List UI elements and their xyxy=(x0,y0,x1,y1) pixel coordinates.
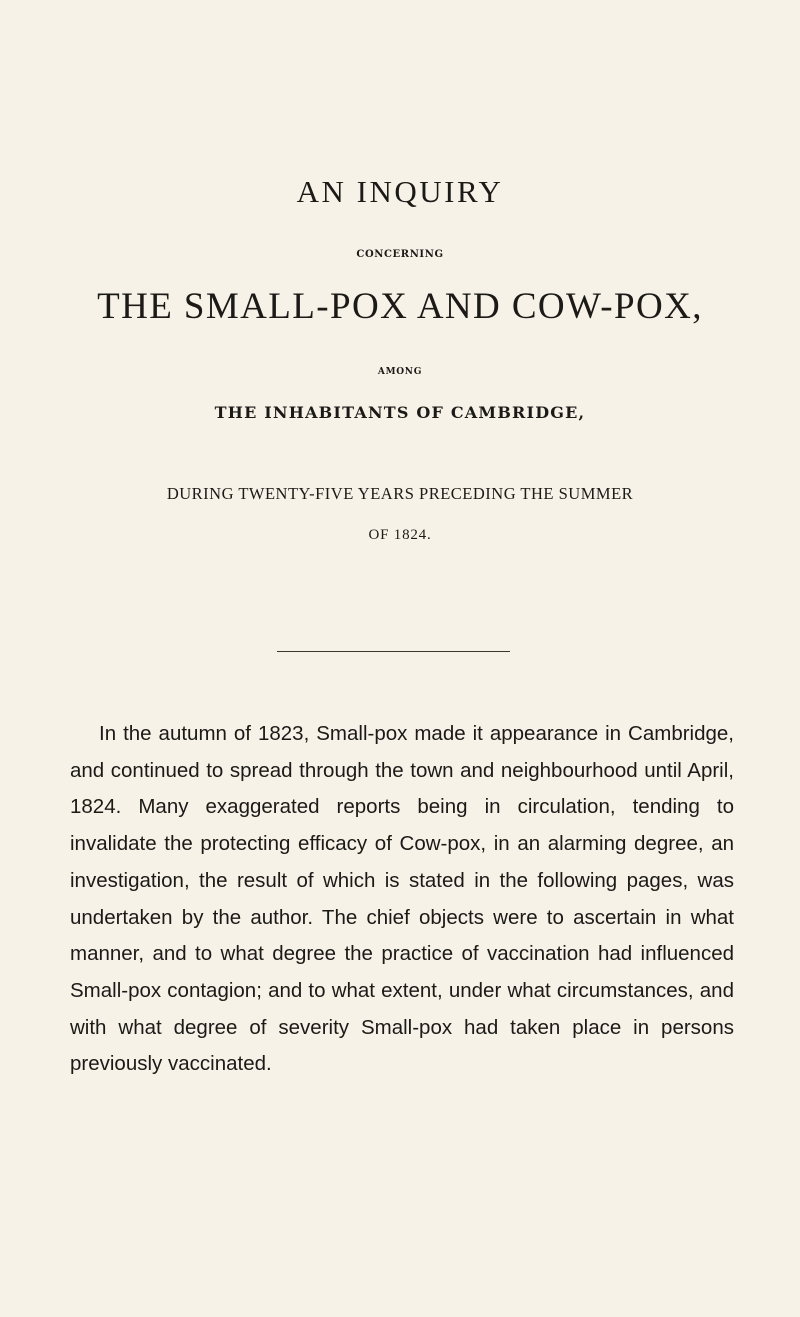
section-divider xyxy=(277,651,510,652)
title-concerning: CONCERNING xyxy=(356,249,444,260)
title-during: DURING TWENTY-FIVE YEARS PRECEDING THE SUMMER xyxy=(166,484,634,503)
body-paragraph: In the autumn of 1823, Small-pox made it appearance in Cambridge, and continued to spread through the town and neighbourhood until April, 1824. Many exaggerated reports being in circulation, tending to invalidate the protecting efficacy of Cow-pox, in an alarming degree, an investigation, the result of which is stated in the following pages, was undertaken by the author. The chief objects were to ascertain in what manner, and to what degree the practice of vaccination had influenced Small-pox contagion; and to what extent, under what circumstances, and with what degree of severity Small-pox had taken place in persons previously vaccinated. xyxy=(70,722,734,1076)
title-among: AMONG xyxy=(377,367,423,377)
title-main: THE SMALL-POX AND COW-POX, xyxy=(97,286,703,327)
title-inhabitants: THE INHABITANTS OF CAMBRIDGE, xyxy=(214,403,586,422)
title-year: OF 1824. xyxy=(368,527,432,543)
title-an-inquiry: AN INQUIRY xyxy=(296,174,504,209)
